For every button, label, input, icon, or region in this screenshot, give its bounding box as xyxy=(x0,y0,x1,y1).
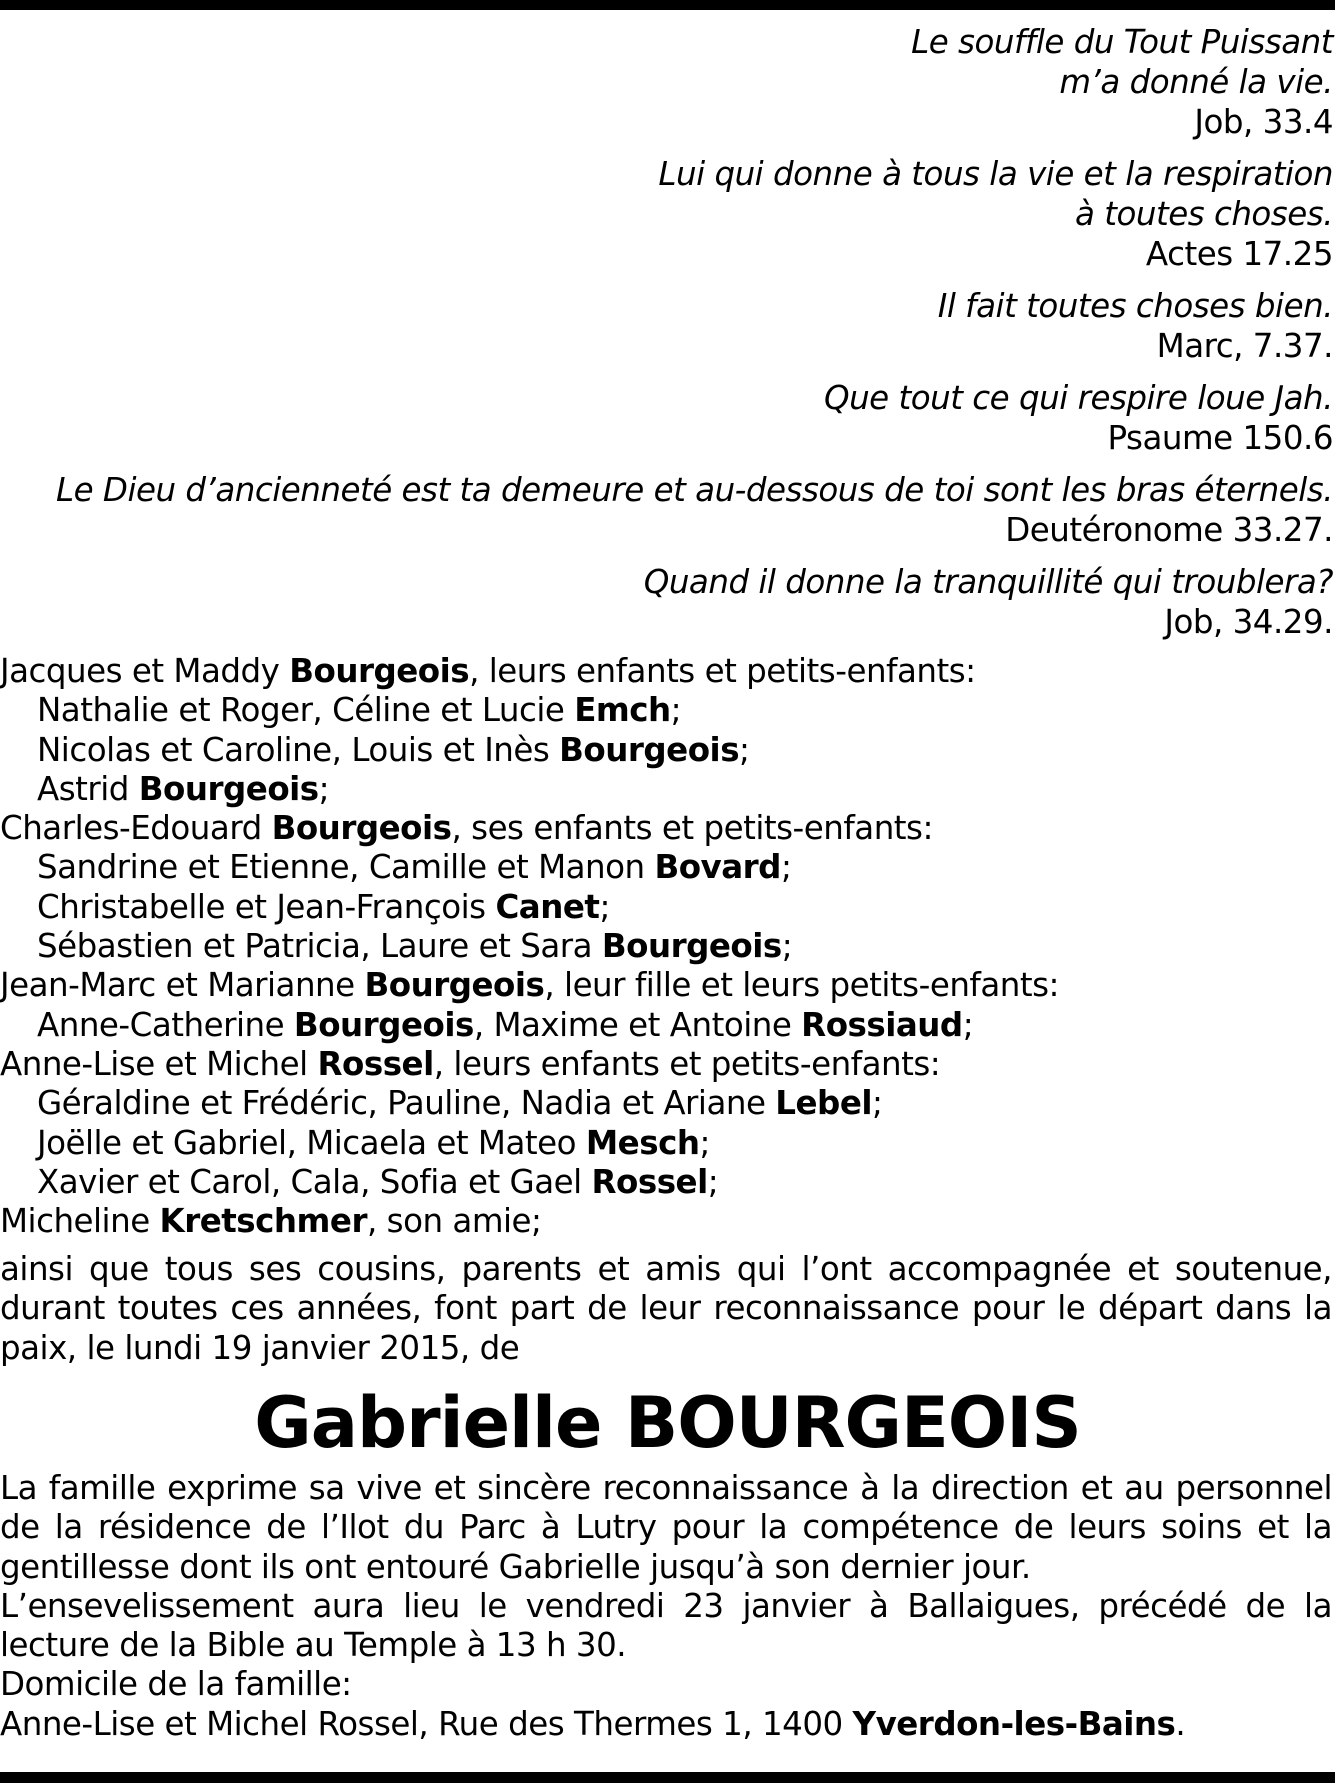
verse-reference: Marc, 7.37. xyxy=(1156,327,1333,365)
family-surname: Canet xyxy=(495,887,600,926)
family-text: Jacques et Maddy xyxy=(0,652,290,690)
family-surname: Rossiaud xyxy=(801,1005,963,1044)
family-line xyxy=(0,652,1335,691)
family-surname: Bourgeois xyxy=(293,1005,474,1044)
verse-line: Quand il donne la tranquillité qui troublera? xyxy=(643,563,1333,601)
family-line xyxy=(0,1124,1335,1163)
family-text: Christabelle et Jean-François xyxy=(37,887,496,926)
funeral-paragraph: L’ensevelissement aura lieu le vendredi 23 janvier à Ballaigues, précédé de la lecture de la Bible au Temple à 13 h 30. xyxy=(0,1586,1332,1665)
verse xyxy=(3,562,1333,642)
address-city: Yverdon-les-Bains xyxy=(852,1704,1176,1743)
family-surname: Bourgeois xyxy=(271,809,452,848)
verse-line: Lui qui donne à tous la vie et la respiration xyxy=(658,155,1333,193)
family-text: , son amie; xyxy=(367,1202,542,1241)
verse xyxy=(3,154,1333,274)
verse-line: Le souffle du Tout Puissant xyxy=(911,23,1333,61)
bottom-border-rule xyxy=(0,1772,1335,1783)
thanks-paragraph: La famille exprime sa vive et sincère reconnaissance à la direction et au personnel de la résidence de l’Ilot du Parc à Lutry pour la compétence de leurs soins et la gentillesse dont ils ont entouré Gabrielle jusqu’à son dernier jour. xyxy=(0,1469,1332,1586)
family-surname: Bourgeois xyxy=(138,769,319,808)
address-end: . xyxy=(1175,1704,1186,1743)
family-surname: Emch xyxy=(574,691,671,730)
family-text: ; xyxy=(962,1005,974,1044)
family-text: Sébastien et Patricia, Laure et Sara xyxy=(37,927,602,966)
family-line xyxy=(0,848,1335,887)
family-text: Nicolas et Caroline, Louis et Inès xyxy=(37,730,560,769)
family-list xyxy=(0,652,1335,1241)
family-surname: Bourgeois xyxy=(559,730,740,769)
family-text: Anne-Lise et Michel xyxy=(0,1044,318,1083)
family-text: Micheline xyxy=(0,1202,160,1241)
family-text: , leurs enfants et petits-enfants: xyxy=(469,652,976,690)
verse-line: m’a donné la vie. xyxy=(1059,63,1333,101)
family-surname: Mesch xyxy=(585,1123,700,1162)
family-surname: Bourgeois xyxy=(364,966,545,1005)
family-text: Xavier et Carol, Cala, Sofia et Gael xyxy=(37,1162,592,1201)
verse-line: Le Dieu d’ancienneté est ta demeure et au-dessous de toi sont les bras éternels. xyxy=(55,471,1333,509)
family-text: ; xyxy=(670,691,682,730)
family-line xyxy=(0,927,1335,966)
announcement-text: ainsi que tous ses cousins, parents et amis qui l’ont accompagnée et soutenue, durant toutes ces années, font part de leur reconnaissance pour le départ dans la paix, le lundi 19 janvier 2015, de xyxy=(0,1250,1332,1367)
family-surname: Bovard xyxy=(654,848,781,887)
family-surname: Bourgeois xyxy=(601,927,782,966)
family-text: ; xyxy=(781,927,793,966)
address-text: Anne-Lise et Michel Rossel, Rue des Thermes 1, 1400 xyxy=(0,1704,853,1743)
thanks-section xyxy=(0,1469,1332,1744)
family-text: Géraldine et Frédéric, Pauline, Nadia et Ariane xyxy=(37,1084,776,1123)
family-surname: Bourgeois xyxy=(289,652,470,690)
verse-reference: Deutéronome 33.27. xyxy=(1005,511,1333,549)
family-text: ; xyxy=(780,848,792,887)
family-text: , leur fille et leurs petits-enfants: xyxy=(544,966,1059,1005)
family-line xyxy=(0,770,1335,809)
family-text: ; xyxy=(699,1123,710,1162)
family-text: , Maxime et Antoine xyxy=(473,1005,802,1044)
family-text: Sandrine et Etienne, Camille et Manon xyxy=(37,848,655,887)
family-text: Nathalie et Roger, Céline et Lucie xyxy=(37,691,575,730)
verse xyxy=(3,470,1333,550)
top-border-rule xyxy=(0,0,1335,10)
family-text: , ses enfants et petits-enfants: xyxy=(451,809,933,848)
family-text: ; xyxy=(599,887,610,926)
family-line xyxy=(0,691,1335,730)
verse-reference: Job, 34.29. xyxy=(1164,603,1333,641)
family-line xyxy=(0,1163,1335,1202)
bible-verses xyxy=(3,22,1333,654)
family-line xyxy=(0,888,1335,927)
verse xyxy=(3,378,1333,458)
family-line xyxy=(0,1006,1335,1045)
family-line xyxy=(0,1202,1335,1241)
verse xyxy=(3,22,1333,142)
family-text: ; xyxy=(739,730,750,769)
family-line xyxy=(0,966,1335,1005)
family-text: ; xyxy=(872,1084,883,1123)
family-surname: Lebel xyxy=(775,1084,872,1123)
family-line xyxy=(0,1084,1335,1123)
family-surname: Rossel xyxy=(591,1162,708,1201)
deceased-name: Gabrielle BOURGEOIS xyxy=(254,1382,1081,1464)
family-text: , leurs enfants et petits-enfants: xyxy=(433,1044,941,1083)
family-text: Charles-Edouard xyxy=(0,809,272,848)
family-text: Anne-Catherine xyxy=(37,1005,294,1044)
family-address xyxy=(0,1705,1332,1744)
family-surname: Rossel xyxy=(317,1044,434,1083)
domicile-label: Domicile de la famille: xyxy=(0,1665,352,1704)
family-line xyxy=(0,1045,1335,1084)
verse-reference: Psaume 150.6 xyxy=(1107,419,1333,457)
family-text: Astrid xyxy=(37,769,139,808)
verse-reference: Actes 17.25 xyxy=(1145,235,1333,273)
family-text: Jean-Marc et Marianne xyxy=(0,966,365,1005)
verse-line: à toutes choses. xyxy=(1074,195,1333,233)
family-line xyxy=(0,809,1335,848)
family-surname: Kretschmer xyxy=(159,1202,367,1241)
family-text: ; xyxy=(707,1162,719,1201)
family-text: ; xyxy=(318,769,330,808)
verse xyxy=(3,286,1333,366)
family-text: Joëlle et Gabriel, Micaela et Mateo xyxy=(37,1123,586,1162)
verse-line: Que tout ce qui respire loue Jah. xyxy=(824,379,1333,417)
verse-reference: Job, 33.4 xyxy=(1194,103,1333,141)
verse-line: Il fait toutes choses bien. xyxy=(937,287,1333,325)
family-line xyxy=(0,731,1335,770)
